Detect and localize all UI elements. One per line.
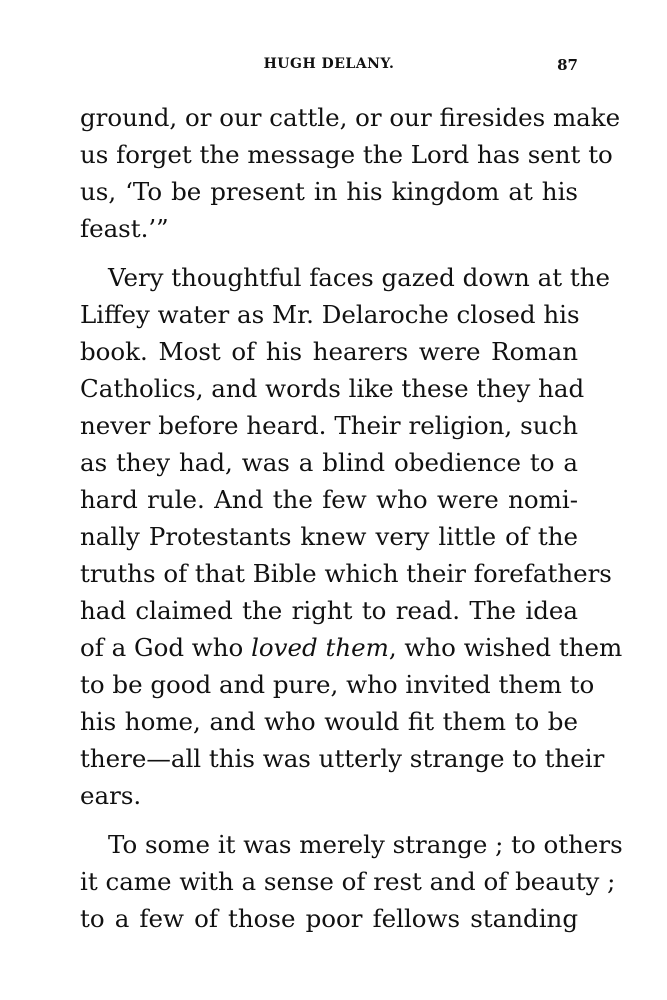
text-line: us, ‘To be present in his kingdom at his [80, 177, 578, 206]
text-line: Liffey water as Mr. Delaroche closed his [80, 300, 580, 329]
text-line: To some it was merely strange ; to others [108, 830, 623, 859]
text-run: , who wished them [388, 633, 623, 662]
text-line: as they had, was a blind obedience to a [80, 448, 578, 477]
text-line: never before heard. Their religion, such [80, 411, 578, 440]
text-line: ears. [80, 781, 142, 810]
text-line: to be good and pure, who invited them to [80, 670, 595, 699]
text-line: hard rule. And the few who were nomi- [80, 485, 578, 514]
italic-emphasis: loved them [251, 633, 389, 662]
text-line: to a few of those poor fellows standing [80, 904, 578, 933]
paragraph [80, 259, 623, 814]
running-title: HUGH DELANY. [263, 56, 395, 72]
body-text [80, 99, 623, 937]
page-header [80, 56, 578, 78]
text-line: Catholics, and words like these they had [80, 374, 585, 403]
paragraph [80, 826, 623, 937]
paragraph [80, 99, 621, 247]
text-line: nally Protestants knew very little of the [80, 522, 578, 551]
text-line: had claimed the right to read. The idea [80, 596, 578, 625]
text-run: of a God who [80, 633, 252, 662]
text-line: there—all this was utterly strange to their [80, 744, 605, 773]
text-line: truths of that Bible which their forefathers [80, 559, 612, 588]
text-line [80, 629, 623, 666]
text-line: book. Most of his hearers were Roman [80, 337, 578, 366]
text-line: us forget the message the Lord has sent to [80, 140, 613, 169]
text-line: it came with a sense of rest and of beauty ; [80, 867, 616, 896]
text-line: ground, or our cattle, or our firesides make [80, 103, 621, 132]
text-line: Very thoughtful faces gazed down at the [108, 263, 610, 292]
text-line: his home, and who would fit them to be [80, 707, 578, 736]
text-line: feast.’” [80, 214, 169, 243]
page-number: 87 [557, 56, 578, 74]
